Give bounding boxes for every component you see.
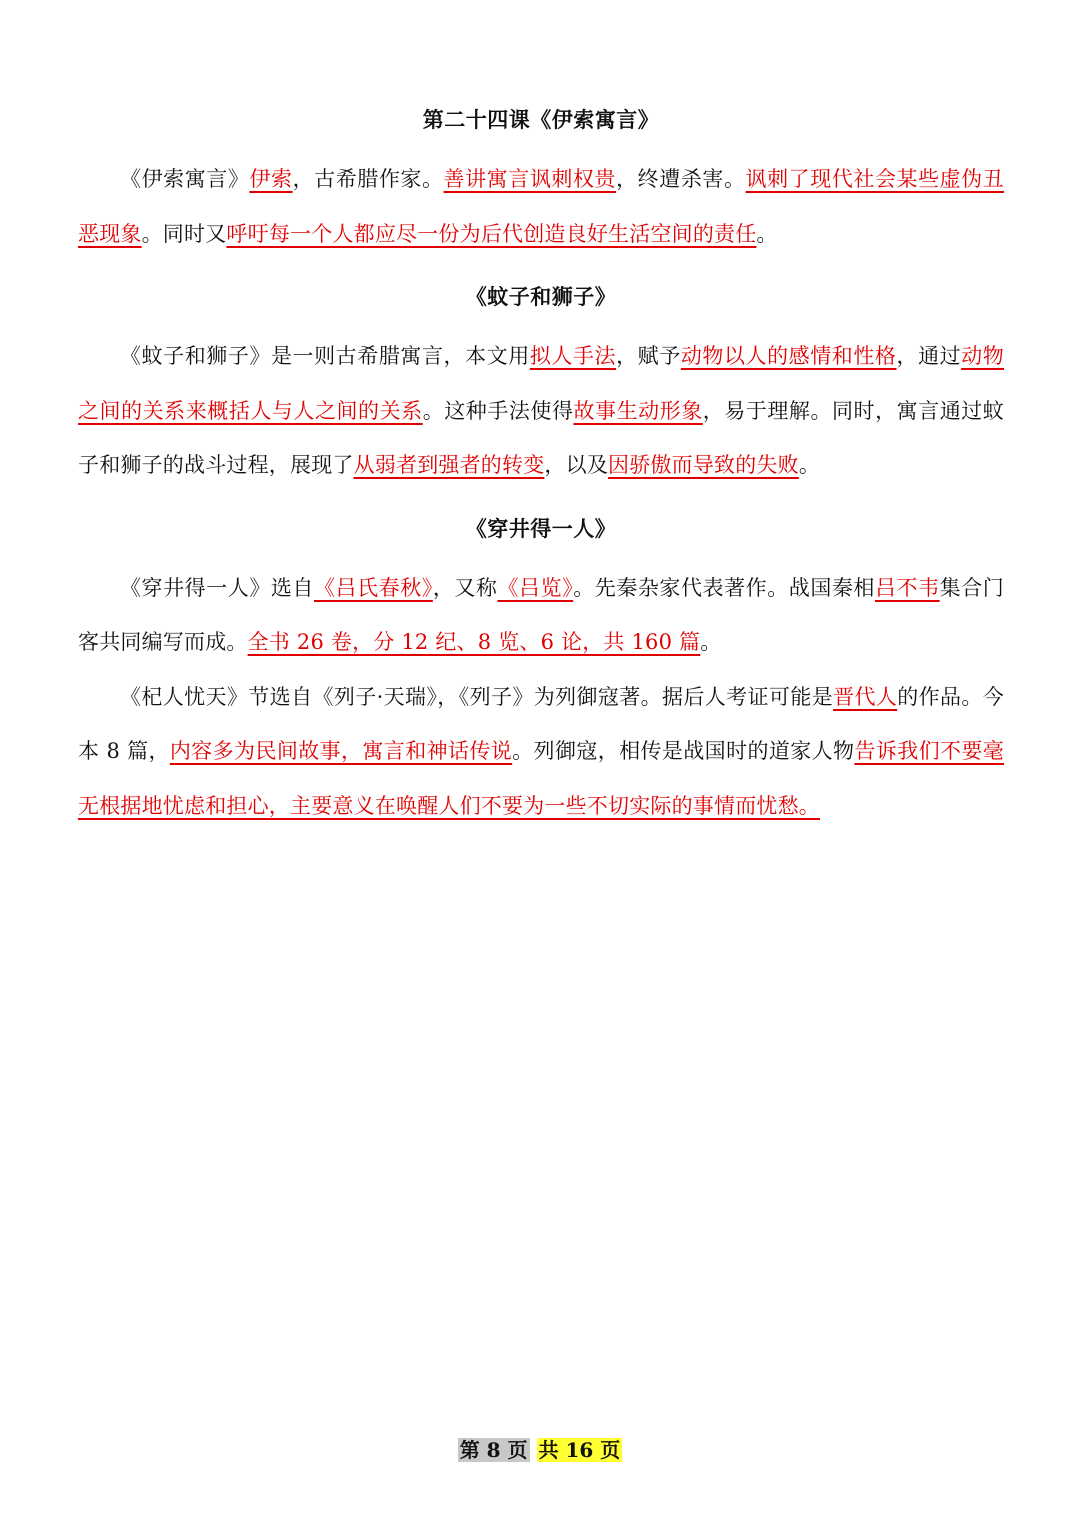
- highlighted-text: 告诉我们不要毫无根据地忧虑和担心，主要意义在唤醒人们不要为一些不切实际的事情而忧愁。: [78, 739, 1004, 818]
- body-text: ，通过: [896, 344, 962, 368]
- paragraph: [78, 670, 1004, 834]
- highlighted-text: 因骄傲而导致的失败: [608, 453, 799, 477]
- body-text: ，古希腊作家。: [292, 167, 444, 191]
- body-text: 《蚊子和狮子》是一则古希腊寓言，本文用: [120, 344, 530, 368]
- section-heading: 《蚊子和狮子》: [465, 284, 617, 309]
- paragraph: [78, 329, 1004, 493]
- body-text: ，易于理解。同时，寓言通过蚊子和狮子的战斗过程，展现了: [78, 398, 1004, 477]
- body-text: 。这种手法使得: [422, 398, 574, 423]
- paragraph: [78, 152, 1004, 261]
- document-body: [78, 98, 1004, 833]
- body-text: 。: [798, 453, 821, 477]
- page-total: 共 16 页: [538, 1438, 621, 1462]
- body-text: 《杞人忧天》节选自《列子·天瑞》，《列子》为列御寇著。据后人考证可能是: [120, 684, 834, 709]
- body-text: 《穿井得一人》选自: [120, 575, 314, 600]
- highlighted-text: 讽刺了现代社会某些虚伪丑恶现象: [78, 167, 1004, 246]
- body-text: ，又称: [432, 575, 498, 600]
- body-text: 集合门客共同编写而成。: [78, 575, 1004, 654]
- highlighted-text: 从弱者到强者的转变: [353, 453, 545, 477]
- body-text: 的作品。今本 8 篇，: [78, 684, 1004, 763]
- body-text: 。: [756, 221, 778, 246]
- page-footer: [0, 1434, 1080, 1466]
- highlighted-text: 全书 26 卷，分 12 纪、8 览、6 论，共 160 篇: [247, 630, 701, 654]
- page-number: 第 8 页: [459, 1438, 528, 1462]
- highlighted-text: 动物之间的关系来概括人与人之间的关系: [78, 344, 1004, 423]
- body-text: 。列御寇，相传是战国时的道家人物: [512, 739, 855, 763]
- highlighted-text: 《吕氏春秋》: [314, 575, 433, 600]
- paragraph: [78, 561, 1004, 670]
- highlighted-text: 善讲寓言讽刺权贵: [443, 167, 617, 191]
- body-text: ，终遭杀害。: [616, 167, 746, 191]
- highlighted-text: 呼吁每一个人都应尽一份为后代创造良好生活空间的责任: [226, 221, 757, 246]
- highlighted-text: 《吕览》: [497, 575, 574, 600]
- body-text: 《伊索寓言》: [120, 167, 250, 191]
- section-heading: 第二十四课《伊索寓言》: [422, 107, 660, 132]
- body-text: 。: [700, 630, 722, 654]
- highlighted-text: 伊索: [249, 167, 293, 191]
- body-text: ，以及: [544, 453, 609, 477]
- body-text: ，赋予: [616, 344, 681, 368]
- highlighted-text: 吕不韦: [874, 575, 940, 600]
- highlighted-text: 晋代人: [833, 684, 898, 709]
- highlighted-text: 故事生动形象: [573, 398, 703, 423]
- highlighted-text: 内容多为民间故事，寓言和神话传说: [169, 739, 513, 763]
- body-text: 。先秦杂家代表著作。战国秦相: [573, 575, 875, 600]
- highlighted-text: 动物以人的感情和性格: [680, 344, 897, 368]
- highlighted-text: 拟人手法: [529, 344, 617, 368]
- section-heading: 《穿井得一人》: [465, 515, 617, 541]
- body-text: 。同时又: [141, 221, 227, 246]
